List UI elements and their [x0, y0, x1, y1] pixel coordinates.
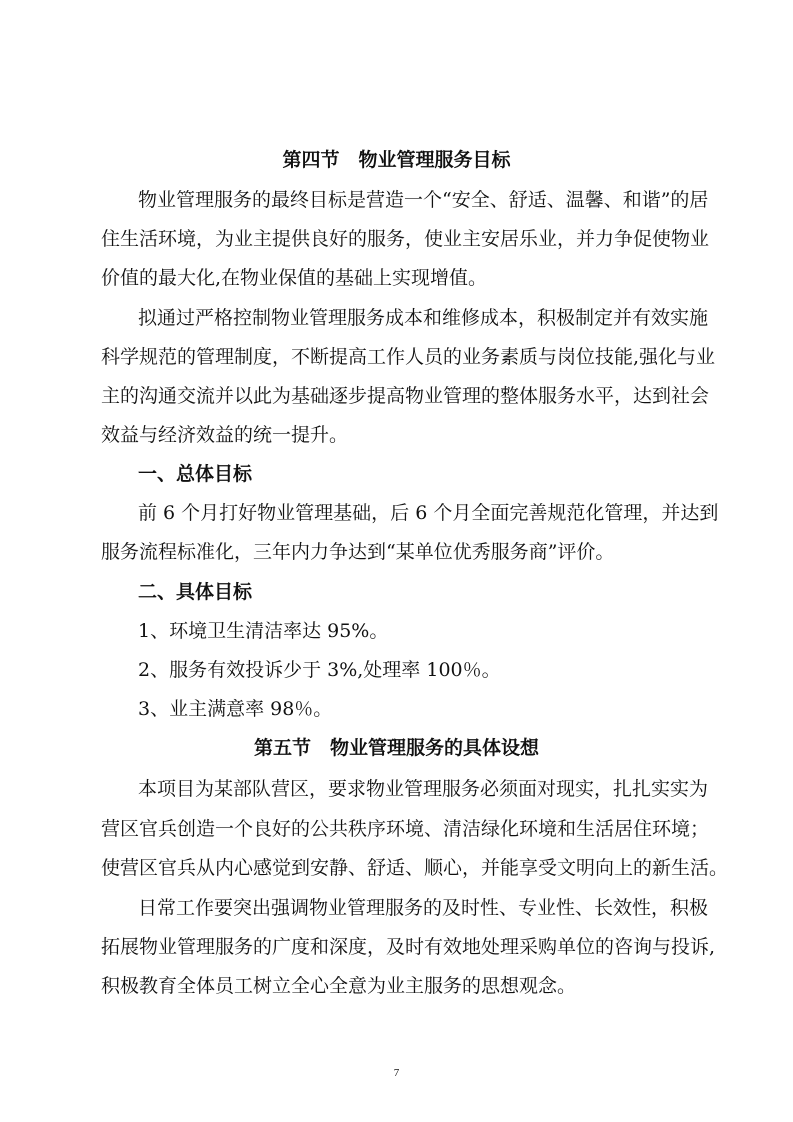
paragraph-line: 积极教育全体员工树立全心全意为业主服务的思想观念。 [101, 975, 577, 997]
paragraph-line: 前 6 个月打好物业管理基础，后 6 个月全面完善规范化管理，并达到 [138, 502, 719, 524]
paragraph-line: 拓展物业管理服务的广度和深度，及时有效地处理采购单位的咨询与投诉, [101, 936, 716, 958]
section-heading: 第五节 物业管理服务的具体设想 [253, 737, 539, 759]
paragraph-line: 效益与经济效益的统一提升。 [101, 424, 349, 446]
paragraph-line: 本项目为某部队营区，要求物业管理服务必须面对现实，扎扎实实为 [138, 778, 709, 800]
paragraph-line: 服务流程标准化，三年内力争达到“某单位优秀服务商”评价。 [101, 541, 615, 563]
subsection-heading: 二、具体目标 [138, 581, 253, 603]
paragraph-line: 拟通过严格控制物业管理服务成本和维修成本，积极制定并有效实施 [138, 307, 709, 329]
paragraph-line: 科学规范的管理制度，不断提高工作人员的业务素质与岗位技能,强化与业 [101, 346, 716, 368]
paragraph-line: 营区官兵创造一个良好的公共秩序环境、清洁绿化环境和生活居住环境； [101, 818, 710, 840]
section-heading: 第四节 物业管理服务目标 [282, 149, 511, 171]
list-item: 2、服务有效投诉少于 3%,处理率 100％。 [138, 659, 501, 681]
paragraph-line: 价值的最大化,在物业保值的基础上实现增值。 [101, 267, 488, 289]
paragraph-line: 物业管理服务的最终目标是营造一个“安全、舒适、温馨、和谐”的居 [138, 189, 709, 211]
paragraph-line: 主的沟通交流并以此为基础逐步提高物业管理的整体服务水平，达到社会 [101, 385, 710, 407]
list-item: 1、环境卫生清洁率达 95%。 [138, 620, 389, 642]
paragraph-line: 住生活环境，为业主提供良好的服务，使业主安居乐业，并力争促使物业 [101, 228, 710, 250]
list-item: 3、业主满意率 98％。 [138, 698, 333, 720]
page-number: 7 [393, 1067, 400, 1079]
subsection-heading: 一、总体目标 [138, 463, 253, 485]
paragraph-line: 日常工作要突出强调物业管理服务的及时性、专业性、长效性，积极 [138, 897, 709, 919]
paragraph-line: 使营区官兵从内心感觉到安静、舒适、顺心，并能享受文明向上的新生活。 [101, 857, 729, 879]
